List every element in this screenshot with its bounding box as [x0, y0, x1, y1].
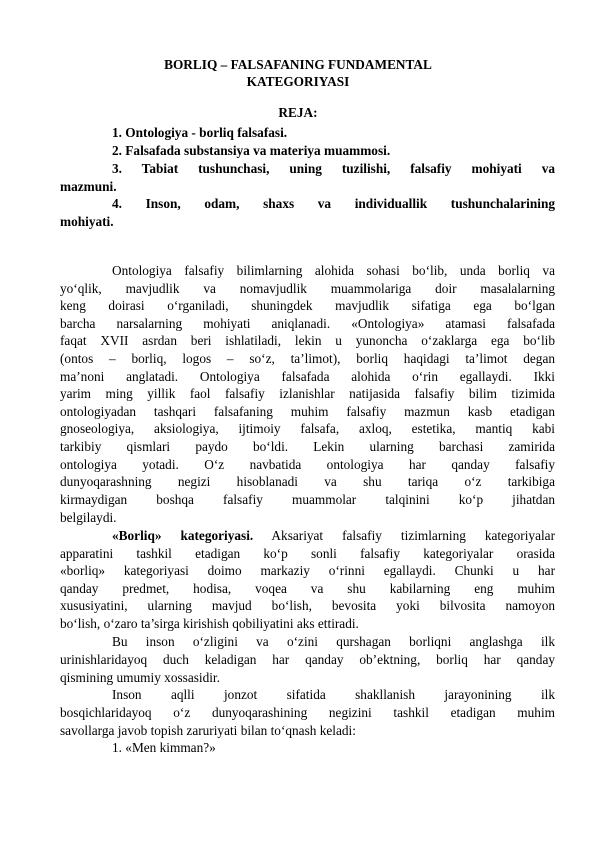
text-line: ontologiyadan tashqari falsafaning muhim falsafiy mazmun kasb etadigan [60, 403, 555, 419]
paragraph-3-last-line: qismining umumiy xossasidir. [60, 670, 220, 685]
plan-item-3-line-2: mazmuni. [60, 179, 117, 194]
plan-item-4-line-2: mohiyati. [60, 214, 114, 229]
title-line-1: BORLIQ – FALSAFANING FUNDAMENTAL [164, 57, 432, 72]
paragraph-2-last-line: bo‘lish, o‘zaro ta’sirga kirishish qobiliyatini aks ettiradi. [60, 616, 359, 631]
text-line: dunyoqarashning negizi hisoblanadi va shu tariqa o‘z tarkibiga [60, 474, 555, 490]
text-line: kirmaydigan boshqa falsafiy muammolar talqinini ko‘p jihatdan [60, 491, 555, 507]
text-line: faqat XVII asrdan beri ishlatiladi, lekin u yunoncha o‘zaklarga ega bo‘lib [60, 333, 555, 349]
paragraph-2-first-line [112, 527, 555, 545]
text-line: keng doirasi o‘rganiladi, shuningdek mavjudlik sifatiga ega bo‘lgan [60, 298, 555, 314]
plan-item-3-line-1: 3. Tabiat tushunchasi, uning tuzilishi, falsafiy mohiyati va [112, 161, 555, 176]
question-1: 1. «Men kimman?» [112, 740, 216, 755]
text-line: xususiyatini, ularning mavjud bo‘lish, bevosita yoki bilvosita namoyon [60, 598, 555, 614]
title-line-2: KATEGORIYASI [246, 73, 350, 89]
text-line: barcha narsalarning mohiyati aniqlanadi. «Ontologiya» atamasi falsafada [60, 315, 555, 331]
text-line: ontologiya yotadi. O‘z navbatida ontologiya har qanday falsafiy [60, 456, 555, 472]
text-line: bosqichlaridayoq o‘z dunyoqarashining negizini tashkil etadigan muhim [60, 705, 555, 720]
paragraph-4-last-line: savollarga javob topish zaruriyati bilan to‘qnash keladi: [60, 723, 356, 738]
paragraph-3-first-line: Bu inson o‘zligini va o‘zini qurshagan borliqni anglashga ilk [112, 634, 555, 649]
text-line: ma’noni anglatadi. Ontologiya falsafada alohida o‘rin egallaydi. Ikki [60, 368, 555, 384]
text-line: gnoseologiya, aksiologiya, ijtimoiy falsafa, axloq, estetika, mantiq kabi [60, 421, 555, 437]
plan-item-2: 2. Falsafada substansiya va materiya muammosi. [112, 143, 391, 158]
text-line: urinishlaridayoq duch keladigan har qanday ob’ektning, borliq har qanday [60, 652, 555, 667]
text-line: (ontos – borliq, logos – so‘z, ta’limot), borliq haqidagi ta’limot degan [60, 351, 555, 366]
borliq-category-heading: «Borliq» kategoriyasi. [112, 528, 254, 543]
text-line: «borliq» kategoriyasi doimo markaziy o‘rinni egallaydi. Chunki u har [60, 563, 555, 579]
text-line: qanday predmet, hodisa, voqea va shu kabilarning eng muhim [60, 580, 555, 596]
text-line: tarkibiy qismlari paydo bo‘ldi. Lekin ularning barchasi zamirida [60, 439, 555, 454]
paragraph-4-first-line: Inson aqlli jonzot sifatida shakllanish jarayonining ilk [112, 687, 555, 702]
text-line: Ontologiya falsafiy bilimlarning alohida sohasi bo‘lib, unda borliq va [112, 263, 555, 278]
plan-item-1: 1. Ontologiya - borliq falsafasi. [112, 125, 288, 140]
paragraph-2-first-line-rest: Aksariyat falsafiy tizimlarning kategoriyalar [253, 528, 555, 543]
text-line: apparatini tashkil etadigan ko‘p sonli falsafiy kategoriyalar orasida [60, 545, 555, 561]
text-line: yarim ming yillik faol falsafiy izlanishlar natijasida falsafiy bilim tizimida [60, 386, 555, 402]
plan-heading: REJA: [278, 105, 318, 120]
page-title [60, 57, 536, 90]
plan-item-4-line-1: 4. Inson, odam, shaxs va individuallik tushunchalarining [112, 196, 555, 211]
paragraph-1-last-line: belgilaydi. [60, 510, 117, 525]
text-line: yo‘qlik, mavjudlik va nomavjudlik muammolariga doir masalalarning [60, 280, 555, 296]
